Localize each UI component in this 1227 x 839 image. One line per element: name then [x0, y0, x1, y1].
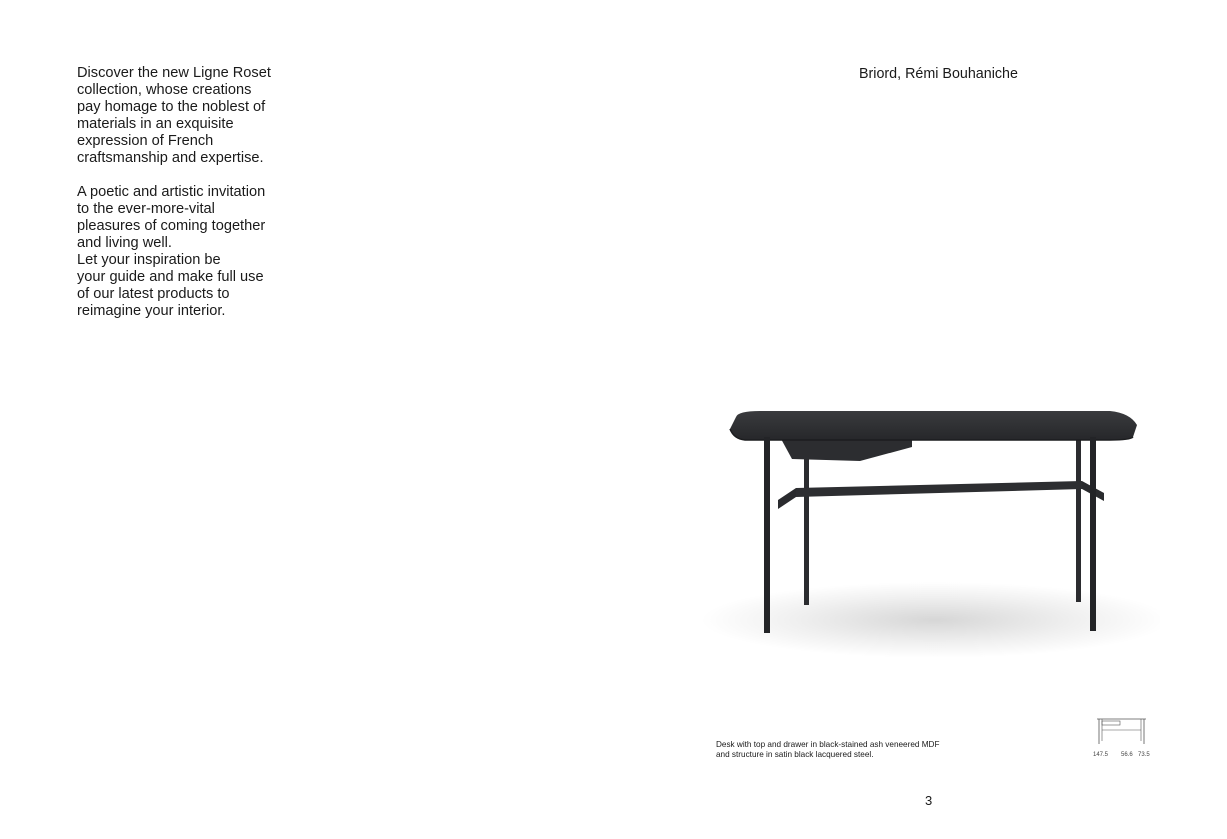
- intro-paragraph-1: Discover the new Ligne Roset collection, whose creations pay homage to the noblest of materials in an exquisite expression of French craftsmanship and expertise.: [77, 65, 271, 166]
- desk-top: [730, 411, 1137, 440]
- back-right-leg: [1076, 440, 1081, 602]
- stretcher: [796, 481, 1082, 497]
- desk-product-image: [700, 395, 1160, 665]
- product-caption: Desk with top and drawer in black-stained ash veneered MDF and structure in satin black lacquered steel.: [716, 740, 940, 759]
- dimension-diagram: [1090, 714, 1154, 766]
- stretcher-left-joint: [778, 488, 796, 509]
- dimension-width: 147.5: [1093, 752, 1109, 758]
- intro-text-block: [77, 65, 287, 337]
- dimension-height: 73.5: [1138, 752, 1150, 758]
- back-left-leg: [804, 440, 809, 605]
- front-left-leg: [764, 437, 770, 633]
- dimension-depth: 56.6: [1121, 752, 1133, 758]
- front-right-leg: [1090, 437, 1096, 631]
- page-number: 3: [925, 793, 933, 808]
- intro-paragraph-2: A poetic and artistic invitation to the ever-more-vital pleasures of coming together and living well. Let your inspiration be your guide and make full use of our latest products to reimagine your interior.: [77, 184, 266, 319]
- desk-outline-drawing: [1090, 714, 1154, 754]
- product-title: Briord, Rémi Bouhaniche: [859, 66, 1018, 82]
